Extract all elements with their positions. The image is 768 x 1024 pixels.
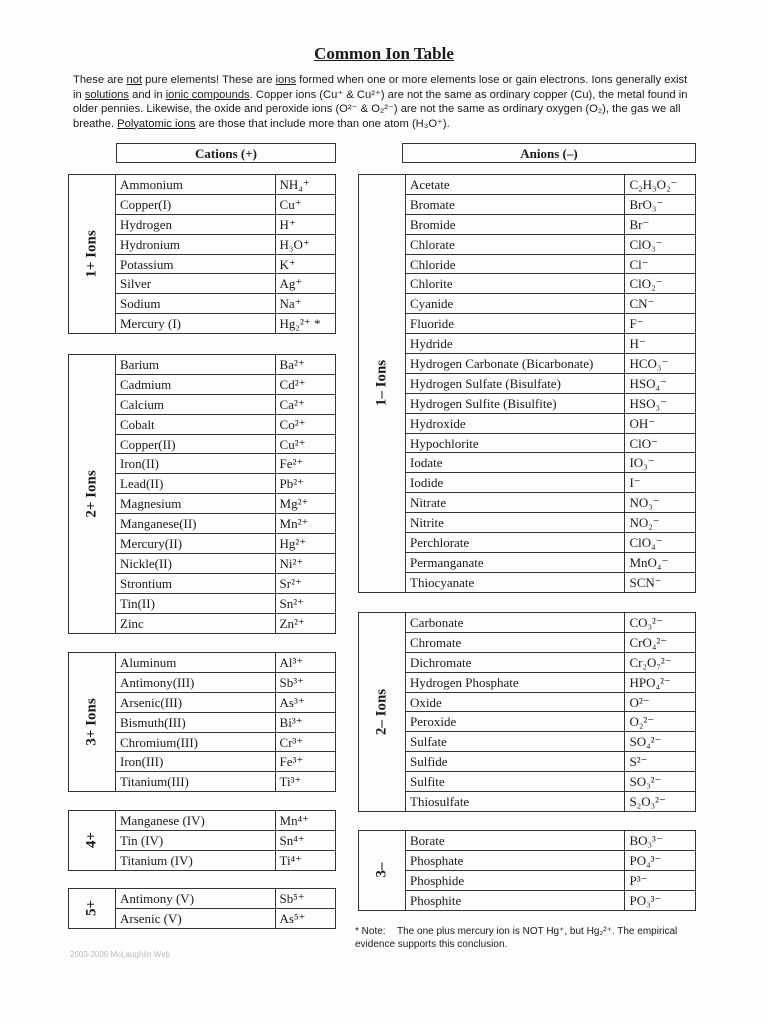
group-label xyxy=(359,831,406,910)
ion-formula: Cd²⁺ xyxy=(279,376,306,392)
group-label-text: 3– xyxy=(373,862,390,878)
ion-name: Aluminum xyxy=(115,653,276,672)
table-row xyxy=(405,533,695,553)
table-row xyxy=(115,534,335,554)
footnote xyxy=(355,925,700,951)
ion-formula: Cr₂O₇²⁻ xyxy=(629,654,672,670)
table-row xyxy=(115,494,335,514)
table-row xyxy=(405,314,695,334)
intro-text: formed when one or more elements lose or gain electrons. Ions generally exist in xyxy=(73,74,688,101)
ion-formula: CrO₄²⁻ xyxy=(629,634,668,650)
ion-name: Thiocyanate xyxy=(405,573,625,593)
intro-underline: not xyxy=(126,74,143,86)
ion-name: Phosphide xyxy=(405,871,625,890)
table-row xyxy=(115,673,335,693)
table-row xyxy=(405,732,695,752)
ion-formula: Zn²⁺ xyxy=(279,615,305,631)
intro-text: pure elements! These are xyxy=(142,74,276,86)
ion-name: Mercury (I) xyxy=(115,314,276,334)
ion-formula: H⁺ xyxy=(279,216,296,232)
ion-formula: ClO⁻ xyxy=(629,435,659,451)
ion-formula: Sn⁴⁺ xyxy=(279,832,305,848)
ion-formula: IO₃⁻ xyxy=(629,455,655,471)
intro-text: . Copper ions (Cu⁺ & Cu²⁺) are not the same as ordinary copper (Cu), the metal found in older pennies. Likewise, the oxide and peroxide ions (O²⁻ & O₂²⁻) are not the same as ordinary oxygen (O₂), the gas we all breathe. xyxy=(73,88,688,130)
group-rows xyxy=(115,811,335,870)
ion-formula: Hg₂²⁺ * xyxy=(279,316,321,332)
ion-name: Manganese(II) xyxy=(115,514,276,533)
intro-text: are those that include more than one atom (H₃O⁺). xyxy=(195,117,450,130)
ion-name: Chlorite xyxy=(405,274,625,293)
ion-name: Antimony(III) xyxy=(115,673,276,692)
ion-formula: ClO₄⁻ xyxy=(629,535,663,551)
group-label xyxy=(69,355,116,633)
table-row xyxy=(405,493,695,513)
table-row xyxy=(405,712,695,732)
ion-formula: K⁺ xyxy=(279,256,296,272)
table-row xyxy=(405,294,695,314)
ion-name: Hydrogen xyxy=(115,215,276,234)
group-label-text: 1+ Ions xyxy=(83,230,100,278)
ion-name: Thiosulfate xyxy=(405,792,625,812)
ion-name: Hydrogen Sulfate (Bisulfate) xyxy=(405,374,625,393)
ion-formula: Mn⁴⁺ xyxy=(279,813,309,828)
table-row xyxy=(405,851,695,871)
ion-formula: BO₃³⁻ xyxy=(629,833,663,848)
ion-formula: Al³⁺ xyxy=(279,655,304,670)
ion-formula: Na⁺ xyxy=(279,296,302,312)
group-rows xyxy=(115,175,335,333)
group-label-text: 2+ Ions xyxy=(83,470,100,518)
ion-name: Sodium xyxy=(115,294,276,313)
ion-formula: SO₃²⁻ xyxy=(629,774,662,790)
intro-underline: ions xyxy=(275,74,297,86)
table-row xyxy=(405,235,695,255)
ion-group xyxy=(68,174,336,334)
intro-underline: ionic compounds xyxy=(165,88,250,101)
group-label-text: 2– Ions xyxy=(373,688,390,736)
ion-name: Manganese (IV) xyxy=(115,811,276,830)
table-row xyxy=(115,474,335,494)
ion-formula: Br⁻ xyxy=(629,216,650,232)
group-rows xyxy=(405,175,695,592)
table-row xyxy=(115,713,335,733)
group-rows xyxy=(405,831,695,910)
group-rows xyxy=(115,653,335,791)
intro-underline: solutions xyxy=(84,88,129,101)
ion-name: Calcium xyxy=(115,395,276,414)
table-row xyxy=(115,314,335,334)
ion-formula: Mg²⁺ xyxy=(279,496,309,512)
ion-name: Tin (IV) xyxy=(115,831,276,850)
table-row xyxy=(405,513,695,533)
ion-name: Nitrate xyxy=(405,493,625,512)
table-row xyxy=(405,772,695,792)
table-row xyxy=(115,395,335,415)
ion-name: Copper(II) xyxy=(115,435,276,454)
cations-header: Cations (+) xyxy=(116,143,336,163)
table-row xyxy=(405,195,695,215)
ion-group xyxy=(358,830,696,911)
ion-formula: SO₄²⁻ xyxy=(629,734,662,750)
ion-group xyxy=(68,888,336,929)
table-row xyxy=(115,175,335,195)
ion-formula: Mn²⁺ xyxy=(279,516,309,532)
ion-name: Hydrogen Carbonate (Bicarbonate) xyxy=(405,354,625,373)
ion-formula: BrO₃⁻ xyxy=(629,196,664,212)
ion-name: Mercury(II) xyxy=(115,534,276,553)
ion-formula: F⁻ xyxy=(629,316,644,332)
ion-name: Iron(II) xyxy=(115,454,276,473)
ion-formula: HPO₄²⁻ xyxy=(629,674,671,690)
table-row xyxy=(115,772,335,792)
table-row xyxy=(115,693,335,713)
ion-name: Lead(II) xyxy=(115,474,276,493)
note-text: The one plus mercury ion is NOT Hg⁺, but Hg₂²⁺. The empirical evidence supports this conclusion. xyxy=(355,926,678,950)
table-row xyxy=(405,792,695,812)
ion-formula: SCN⁻ xyxy=(629,574,662,590)
ion-formula: Pb²⁺ xyxy=(279,476,305,492)
ion-name: Permanganate xyxy=(405,553,625,572)
table-row xyxy=(405,414,695,434)
ion-name: Arsenic(III) xyxy=(115,693,276,712)
ion-name: Oxide xyxy=(405,693,625,712)
table-row xyxy=(115,514,335,534)
ion-formula: Cl⁻ xyxy=(629,256,649,272)
ion-formula: MnO₄⁻ xyxy=(629,554,669,570)
ion-name: Barium xyxy=(115,355,276,374)
table-row xyxy=(115,554,335,574)
ion-name: Iodate xyxy=(405,453,625,472)
ion-formula: H₃O⁺ xyxy=(279,236,310,252)
anions-header: Anions (–) xyxy=(402,143,696,163)
ion-group xyxy=(68,810,336,871)
ion-name: Strontium xyxy=(115,574,276,593)
ion-name: Hydrogen Phosphate xyxy=(405,673,625,692)
ion-name: Sulfite xyxy=(405,772,625,791)
ion-formula: Sb⁵⁺ xyxy=(279,891,305,906)
table-row xyxy=(115,733,335,753)
ion-formula: As³⁺ xyxy=(279,694,305,710)
group-label-text: 5+ xyxy=(83,900,100,917)
ion-name: Cobalt xyxy=(115,415,276,434)
ion-formula: Ti⁴⁺ xyxy=(279,852,303,868)
ion-name: Magnesium xyxy=(115,494,276,513)
table-row xyxy=(405,374,695,394)
group-label xyxy=(69,889,116,928)
intro-underline: Polyatomic ions xyxy=(117,117,196,130)
ion-name: Iron(III) xyxy=(115,752,276,771)
ion-name: Bromate xyxy=(405,195,625,214)
ion-formula: Ag⁺ xyxy=(279,276,303,292)
table-row xyxy=(405,453,695,473)
ion-name: Chlorate xyxy=(405,235,625,254)
table-row xyxy=(115,851,335,871)
ion-formula: Cu²⁺ xyxy=(279,436,306,452)
ion-name: Copper(I) xyxy=(115,195,276,214)
intro-text: and in xyxy=(128,88,166,101)
ion-formula: NO₂⁻ xyxy=(629,515,660,531)
group-label xyxy=(359,613,406,811)
ion-name: Phosphite xyxy=(405,891,625,911)
table-row xyxy=(115,375,335,395)
ion-formula: Ba²⁺ xyxy=(279,357,305,372)
table-row xyxy=(115,454,335,474)
ion-name: Chromate xyxy=(405,633,625,652)
ion-formula: I⁻ xyxy=(629,475,641,491)
ion-formula: C₂H₃O₂⁻ xyxy=(629,177,678,192)
table-row xyxy=(405,653,695,673)
table-row xyxy=(115,255,335,275)
ion-name: Titanium (IV) xyxy=(115,851,276,871)
table-row xyxy=(115,435,335,455)
ion-formula: Ca²⁺ xyxy=(279,396,305,412)
page-title: Common Ion Table xyxy=(314,44,454,63)
ion-formula: CN⁻ xyxy=(629,296,655,312)
ion-group xyxy=(68,354,336,634)
ion-name: Sulfide xyxy=(405,752,625,771)
table-row xyxy=(115,235,335,255)
note-label: * Note: xyxy=(355,926,386,937)
ion-name: Fluoride xyxy=(405,314,625,333)
ion-name: Ammonium xyxy=(115,175,276,194)
table-row xyxy=(115,614,335,634)
ion-formula: PO₃³⁻ xyxy=(629,892,662,908)
ion-group xyxy=(358,612,696,812)
ion-name: Borate xyxy=(405,831,625,850)
group-label xyxy=(69,811,116,870)
ion-name: Phosphate xyxy=(405,851,625,870)
ion-name: Cyanide xyxy=(405,294,625,313)
ion-formula: HCO₃⁻ xyxy=(629,356,669,372)
ion-name: Arsenic (V) xyxy=(115,909,276,929)
ion-formula: S₂O₃²⁻ xyxy=(629,794,666,810)
ion-name: Cadmium xyxy=(115,375,276,394)
intro-text: These are xyxy=(73,74,127,86)
ion-formula: ClO₃⁻ xyxy=(629,236,663,252)
table-row xyxy=(405,274,695,294)
ion-group xyxy=(68,652,336,792)
ion-formula: Ti³⁺ xyxy=(279,774,302,790)
table-row xyxy=(115,831,335,851)
table-row xyxy=(405,434,695,454)
ion-name: Perchlorate xyxy=(405,533,625,552)
table-row xyxy=(405,473,695,493)
ion-name: Hydride xyxy=(405,334,625,353)
ion-formula: Co²⁺ xyxy=(279,416,306,432)
group-rows xyxy=(405,613,695,811)
table-row xyxy=(115,195,335,215)
ion-formula: CO₃²⁻ xyxy=(629,615,663,630)
table-row xyxy=(405,553,695,573)
ion-name: Bismuth(III) xyxy=(115,713,276,732)
table-row xyxy=(115,355,335,375)
group-label-text: 3+ Ions xyxy=(83,698,100,746)
ion-formula: As⁵⁺ xyxy=(279,910,306,926)
table-row xyxy=(115,574,335,594)
table-row xyxy=(115,415,335,435)
ion-formula: S²⁻ xyxy=(629,754,648,770)
ion-name: Tin(II) xyxy=(115,594,276,613)
group-label xyxy=(359,175,406,592)
ion-formula: H⁻ xyxy=(629,336,646,352)
ion-name: Nitrite xyxy=(405,513,625,532)
ion-group xyxy=(358,174,696,593)
table-row xyxy=(405,693,695,713)
table-row xyxy=(115,811,335,831)
table-row xyxy=(405,215,695,235)
ion-name: Carbonate xyxy=(405,613,625,632)
ion-name: Titanium(III) xyxy=(115,772,276,792)
ion-formula: Ni²⁺ xyxy=(279,555,304,571)
ion-name: Chromium(III) xyxy=(115,733,276,752)
ion-formula: Cr³⁺ xyxy=(279,734,304,750)
table-row xyxy=(115,294,335,314)
table-row xyxy=(405,175,695,195)
ion-name: Dichromate xyxy=(405,653,625,672)
table-row xyxy=(405,334,695,354)
ion-formula: HSO₃⁻ xyxy=(629,395,667,411)
group-rows xyxy=(115,355,335,633)
table-row xyxy=(115,653,335,673)
table-row xyxy=(115,594,335,614)
table-row xyxy=(405,613,695,633)
group-label xyxy=(69,175,116,333)
ion-name: Nickle(II) xyxy=(115,554,276,573)
group-rows xyxy=(115,889,335,928)
table-row xyxy=(405,394,695,414)
group-label-text: 1– Ions xyxy=(373,360,390,407)
ion-name: Antimony (V) xyxy=(115,889,276,908)
ion-formula: HSO₄⁻ xyxy=(629,375,667,391)
ion-formula: Sr²⁺ xyxy=(279,575,302,591)
ion-formula: NO₃⁻ xyxy=(629,495,660,511)
table-row xyxy=(115,274,335,294)
ion-name: Hydroxide xyxy=(405,414,625,433)
table-row xyxy=(405,752,695,772)
intro-paragraph xyxy=(73,73,698,131)
ion-name: Acetate xyxy=(405,175,625,194)
ion-name: Silver xyxy=(115,274,276,293)
ion-formula: Fe²⁺ xyxy=(279,456,304,472)
table-row xyxy=(405,831,695,851)
ion-formula: Fe³⁺ xyxy=(279,754,304,770)
ion-name: Chloride xyxy=(405,255,625,274)
ion-formula: Sn²⁺ xyxy=(279,595,305,611)
ion-formula: PO₄³⁻ xyxy=(629,852,662,868)
ion-formula: Sb³⁺ xyxy=(279,674,305,690)
ion-name: Hydrogen Sulfite (Bisulfite) xyxy=(405,394,625,413)
ion-name: Peroxide xyxy=(405,712,625,731)
ion-name: Sulfate xyxy=(405,732,625,751)
ion-formula: Cu⁺ xyxy=(279,196,302,212)
group-label xyxy=(69,653,116,791)
table-row xyxy=(115,909,335,929)
ion-formula: Bi³⁺ xyxy=(279,714,303,730)
table-row xyxy=(405,633,695,653)
ion-formula: P³⁻ xyxy=(629,872,648,888)
ion-name: Hydronium xyxy=(115,235,276,254)
ion-name: Hypochlorite xyxy=(405,434,625,453)
table-row xyxy=(405,255,695,275)
ion-formula: Hg²⁺ xyxy=(279,536,307,552)
table-row xyxy=(405,573,695,593)
ion-formula: ClO₂⁻ xyxy=(629,276,663,292)
ion-name: Bromide xyxy=(405,215,625,234)
ion-name: Iodide xyxy=(405,473,625,492)
table-row xyxy=(115,752,335,772)
table-row xyxy=(405,891,695,911)
group-label-text: 4+ xyxy=(83,832,100,849)
ion-name: Potassium xyxy=(115,255,276,274)
ion-name: Zinc xyxy=(115,614,276,634)
ion-formula: NH₄⁺ xyxy=(279,177,310,192)
copyright-footer: 2003-2006 McLaughlin Web xyxy=(70,950,170,959)
table-row xyxy=(405,871,695,891)
table-row xyxy=(115,215,335,235)
ion-formula: O₂²⁻ xyxy=(629,714,655,730)
ion-formula: O²⁻ xyxy=(629,694,650,710)
table-row xyxy=(405,354,695,374)
ion-formula: OH⁻ xyxy=(629,415,656,431)
table-row xyxy=(405,673,695,693)
table-row xyxy=(115,889,335,909)
